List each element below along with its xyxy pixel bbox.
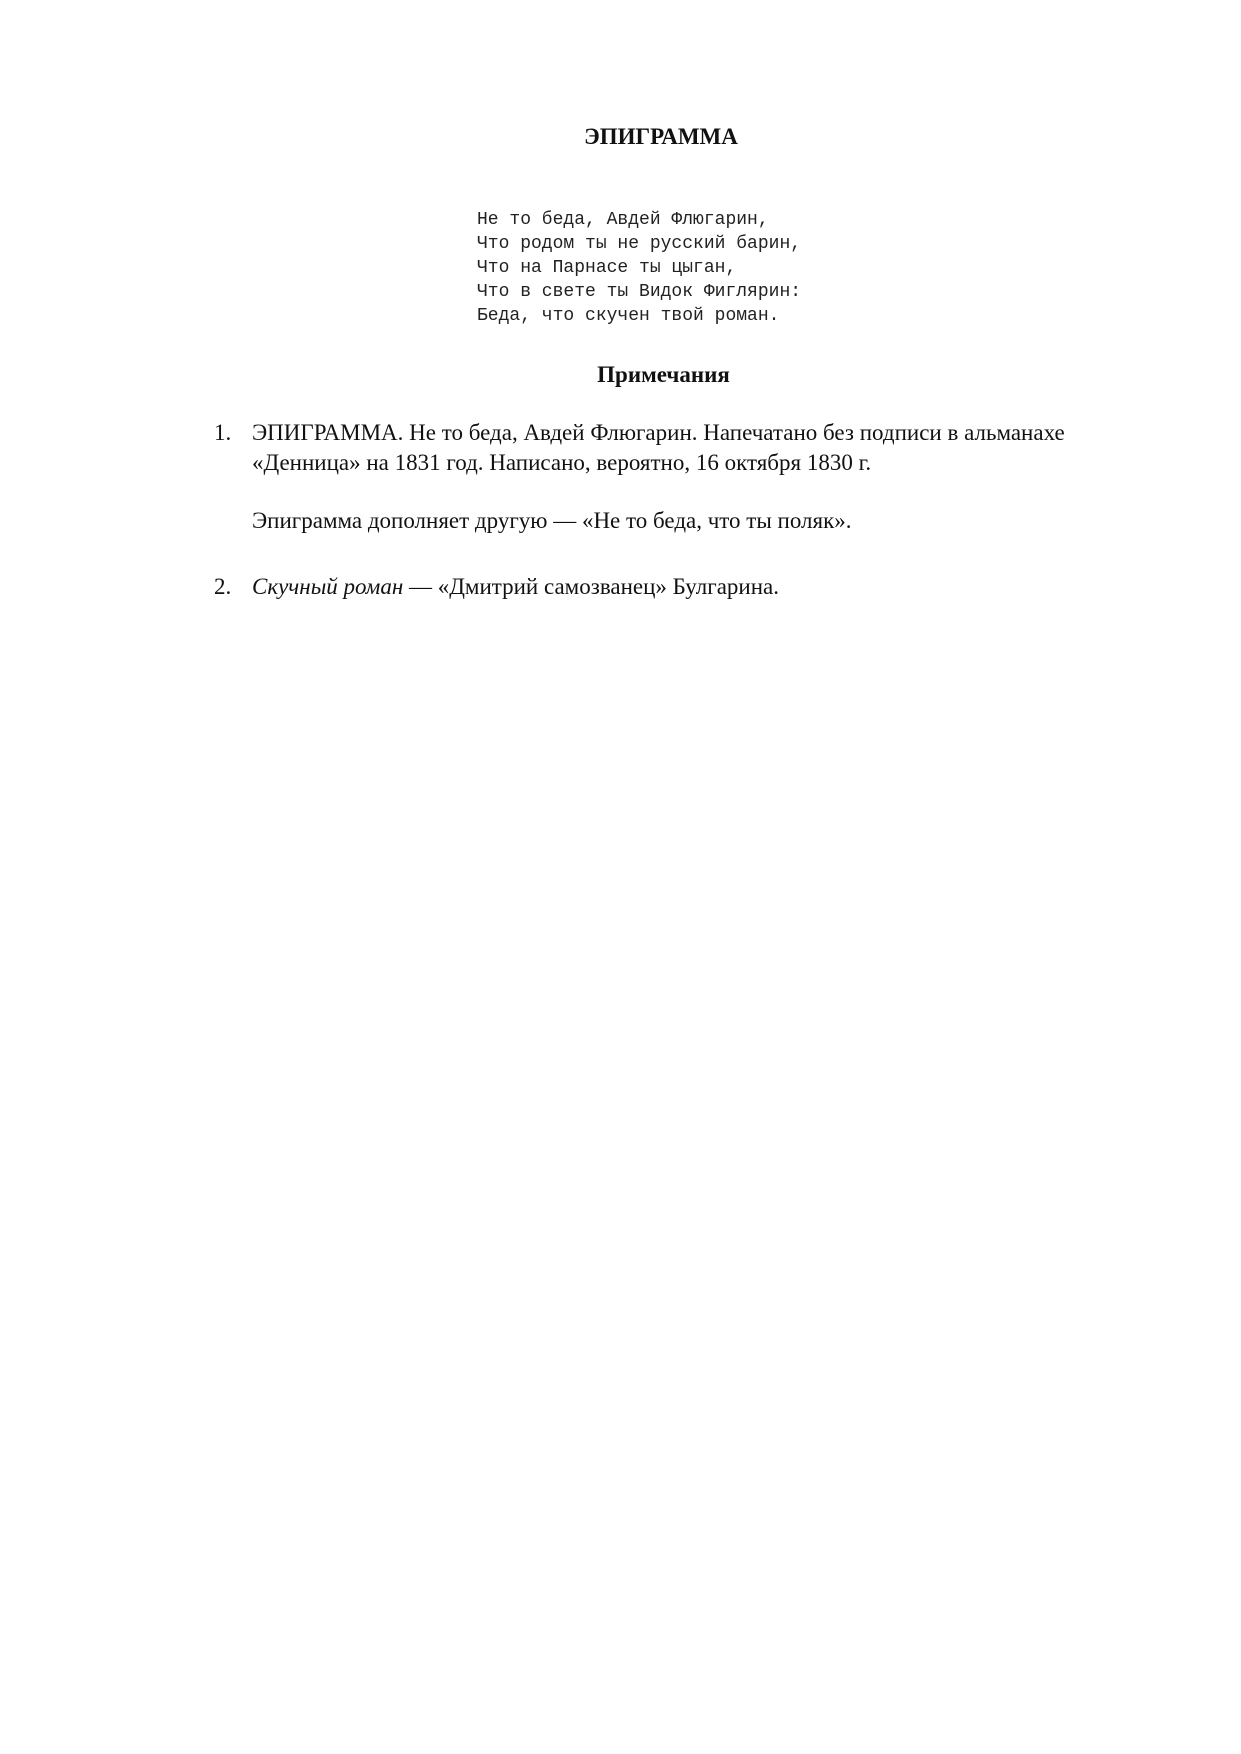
note-number: 2. [214, 574, 232, 599]
poem-line: Что родом ты не русский барин, [477, 234, 802, 254]
poem-body [477, 208, 801, 328]
poem-title: ЭПИГРАММА [584, 124, 738, 149]
poem-line: Беда, что скучен твой роман. [477, 306, 780, 326]
note-text: — «Дмитрий самозванец» Булгарина. [403, 574, 779, 599]
poem-line: Не то беда, Авдей Флюгарин, [477, 210, 769, 230]
note-item [214, 418, 1174, 572]
notes-heading: Примечания [597, 362, 730, 387]
note-number: 1. [214, 420, 232, 445]
poem-line: Что в свете ты Видок Фиглярин: [477, 282, 802, 302]
note-item [214, 572, 1174, 602]
note-paragraph: ЭПИГРАММА. Не то беда, Авдей Флюгарин. Напечатано без подписи в альманахе «Денница» на 1831 год. Написано, вероятно, 16 октября 1830 г. [252, 420, 1065, 475]
note-paragraph [252, 572, 1174, 602]
note-paragraph: Эпиграмма дополняет другую — «Не то беда, что ты поляк». [252, 508, 852, 533]
poem-line: Что на Парнасе ты цыган, [477, 258, 737, 278]
note-italic-term: Скучный роман [252, 574, 404, 599]
notes-list [214, 418, 1174, 602]
